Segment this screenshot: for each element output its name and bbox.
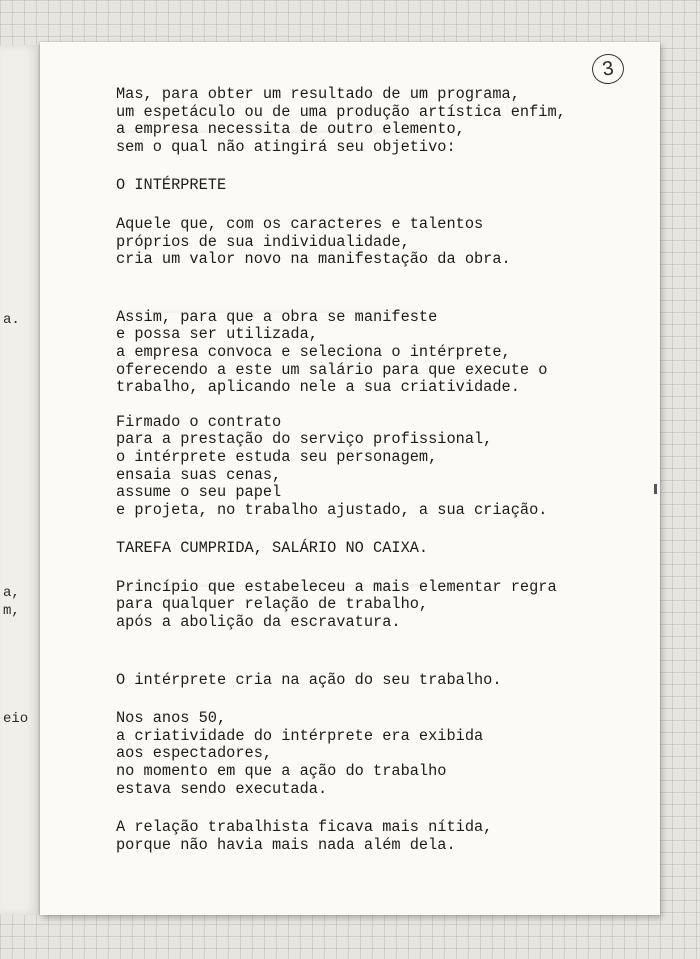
left-page-fragment: a.: [3, 312, 20, 328]
text-line: Assim, para que a obra se manifeste: [116, 307, 438, 326]
text-line: próprios de sua individualidade,: [116, 232, 410, 251]
margin-mark: [654, 484, 657, 494]
left-page-fragment: eio: [3, 711, 29, 727]
text-line: um espetáculo ou de uma produção artística enfim,: [116, 102, 566, 121]
left-page-fragment: a,: [3, 585, 20, 601]
text-line: sem o qual não atingirá seu objetivo:: [116, 137, 456, 156]
text-line: a empresa convoca e seleciona o intérprete,: [116, 342, 511, 361]
typed-text-body: [116, 86, 656, 854]
text-line: Princípio que estabeleceu a mais elementar regra: [116, 577, 557, 596]
text-line: para qualquer relação de trabalho,: [116, 595, 429, 614]
text-line: no momento em que a ação do trabalho: [116, 762, 447, 781]
text-line: aos espectadores,: [116, 744, 273, 763]
text-line: Nos anos 50,: [116, 709, 227, 728]
text-line: Firmado o contrato: [116, 412, 282, 431]
text-line: e projeta, no trabalho ajustado, a sua criação.: [116, 500, 548, 519]
left-page-edge: [0, 45, 41, 915]
text-line: A relação trabalhista ficava mais nítida,: [116, 818, 493, 837]
text-line: oferecendo a este um salário para que execute o: [116, 360, 548, 379]
text-line: O intérprete cria na ação do seu trabalho.: [116, 670, 502, 689]
document-page: [40, 42, 660, 915]
text-line: e possa ser utilizada,: [116, 325, 318, 344]
left-page-fragment: m,: [3, 603, 20, 619]
page-number-circle: 3: [590, 52, 626, 86]
text-line: o intérprete estuda seu personagem,: [116, 447, 438, 466]
emphasis-line: TAREFA CUMPRIDA, SALÁRIO NO CAIXA.: [116, 539, 429, 558]
text-line: Mas, para obter um resultado de um programa,: [116, 85, 520, 103]
text-line: assume o seu papel: [116, 483, 282, 502]
text-line: estava sendo executada.: [116, 779, 328, 798]
text-line: Aquele que, com os caracteres e talentos: [116, 214, 484, 233]
text-line: a criatividade do intérprete era exibida: [116, 726, 484, 745]
text-line: porque não havia mais nada além dela.: [116, 835, 456, 854]
text-line: trabalho, aplicando nele a sua criatividade.: [116, 378, 520, 397]
text-line: cria um valor novo na manifestação da obra.: [116, 250, 511, 269]
text-line: após a abolição da escravatura.: [116, 613, 401, 632]
text-line: ensaia suas cenas,: [116, 465, 282, 484]
text-line: a empresa necessita de outro elemento,: [116, 120, 465, 139]
section-heading: O INTÉRPRETE: [116, 176, 227, 195]
text-line: para a prestação do serviço profissional,: [116, 430, 493, 449]
